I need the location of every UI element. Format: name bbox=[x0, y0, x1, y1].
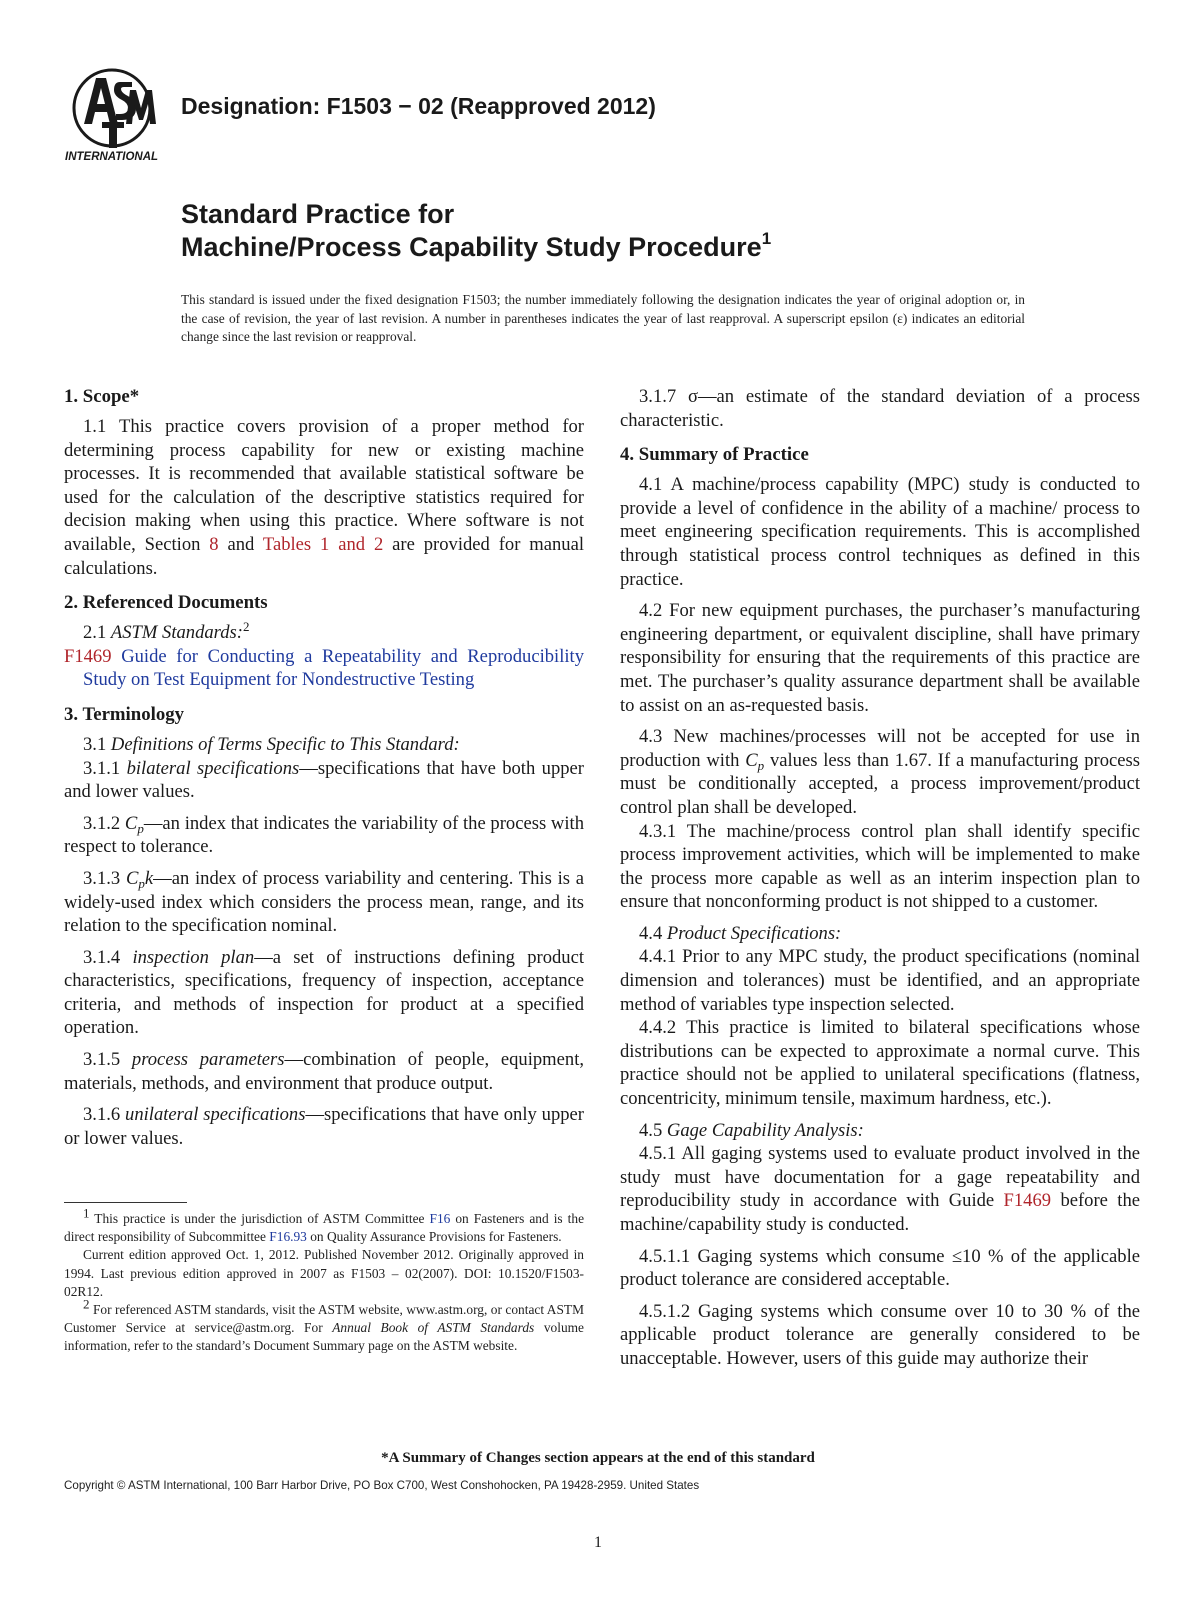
title-line-1: Standard Practice for bbox=[181, 199, 455, 229]
paragraph-number: 4.4 bbox=[639, 922, 667, 944]
term: process parameters bbox=[131, 1049, 285, 1071]
designation: Designation: F1503 − 02 (Reapproved 2012) bbox=[181, 93, 656, 119]
term: bilateral specifications bbox=[126, 757, 300, 779]
definition: —specifications that have only upper or lower values. bbox=[64, 1104, 584, 1149]
paragraph-4-1: 4.1 A machine/process capability (MPC) study is conducted to provide a level of confidence in the ability of a machine/ process to meet engineering specification requirements. This is accomplished through statistical process control techniques as defined in this practice. bbox=[620, 474, 1140, 590]
paragraph-3-1-6 bbox=[64, 1103, 584, 1150]
right-column bbox=[620, 385, 1140, 1379]
document-title bbox=[181, 198, 771, 264]
subcommittee-link[interactable]: F16.93 bbox=[269, 1229, 307, 1245]
paragraph-1-1 bbox=[64, 415, 584, 580]
section-heading-terminology: 3. Terminology bbox=[64, 703, 185, 725]
paragraph-3-1-2 bbox=[64, 812, 584, 859]
reference-code[interactable]: F1469 bbox=[64, 645, 112, 667]
section-heading-summary-of-practice: 4. Summary of Practice bbox=[620, 444, 809, 466]
paragraph-text: and bbox=[218, 533, 263, 555]
paragraph-3-1-7: 3.1.7 σ—an estimate of the standard deviation of a process characteristic. bbox=[620, 386, 1140, 431]
footnote-2 bbox=[64, 1296, 584, 1356]
paragraph-number: 3.1.5 bbox=[83, 1049, 132, 1071]
term-subscript: p bbox=[138, 875, 145, 891]
paragraph-4-4-2: 4.4.2 This practice is limited to bilateral specifications whose distributions can be expected to approximate a normal curve. This practice should not be applied to unilateral specifications (flatness, concentricity, minimum tensile, maximum hardness, etc.). bbox=[620, 1017, 1140, 1110]
paragraph-4-5 bbox=[620, 1119, 1140, 1143]
title-main: Machine/Process Capability Study Procedure bbox=[181, 232, 762, 262]
paragraph-text: before the machine/capability study is conducted. bbox=[620, 1190, 1141, 1235]
paragraph-2-1 bbox=[64, 618, 584, 645]
definitions-heading: Definitions of Terms Specific to This Standard: bbox=[110, 733, 460, 755]
paragraph-3-1-1 bbox=[64, 757, 584, 804]
term-subscript: p bbox=[757, 757, 765, 773]
term: unilateral specifications bbox=[125, 1104, 306, 1126]
paragraph-text: 4.3 New machines/processes will not be accepted for use in production with bbox=[620, 726, 1140, 771]
paragraph-number: 2.1 bbox=[83, 622, 111, 644]
paragraph-4-3-1: 4.3.1 The machine/process control plan shall identify specific process improvement activities, which will be implemented to make the process more capable as well as an interim inspection plan to ensure that nonconforming product is not shipped to a customer. bbox=[620, 820, 1140, 913]
issuance-statement: This standard is issued under the fixed designation F1503; the number immediately following the designation indicates the year of original adoption or, in the case of revision, the year of last revision. A number in parentheses indicates the year of last reapproval. A superscript epsilon (ε) indicates an editorial change since the last revision or reapproval. bbox=[181, 292, 1025, 345]
paragraph-number: 3.1.4 bbox=[83, 946, 133, 968]
footnote-text: This practice is under the jurisdiction of ASTM Committee bbox=[89, 1211, 430, 1226]
term: C bbox=[125, 867, 139, 889]
footnote-text: volume information, refer to the standard’s Document Summary page on the ASTM website. bbox=[64, 1320, 584, 1354]
paragraph-number: 3.1.3 bbox=[83, 867, 126, 889]
footnote-1-edition: Current edition approved Oct. 1, 2012. Published November 2012. Originally approved in 1994. Last previous edition approved in 2007 as F1503 – 02(2007). DOI: 10.1520/F1503-02R12. bbox=[64, 1247, 584, 1299]
footnote-text: For referenced ASTM standards, visit the ASTM website, www.astm.org, or contact ASTM Customer Service at service@astm.org. For bbox=[64, 1302, 584, 1336]
paragraph-4-4-1: 4.4.1 Prior to any MPC study, the product specifications (nominal dimension and tolerances) must be identified, and an appropriate method of variables type inspection selected. bbox=[620, 946, 1140, 1015]
footnote-mark: 2 bbox=[83, 1296, 90, 1312]
paragraph-4-5-1-1: 4.5.1.1 Gaging systems which consume ≤10 % of the applicable product tolerance are considered acceptable. bbox=[620, 1245, 1140, 1291]
astm-logo-icon bbox=[62, 64, 170, 164]
paragraph-text: values less than 1.67. If a manufacturing process must be conditionally accepted, a process improvement/product control plan shall be developed. bbox=[620, 749, 1140, 818]
reference-f1469[interactable] bbox=[64, 645, 584, 692]
term-subscript: p bbox=[137, 820, 144, 836]
term: inspection plan bbox=[132, 946, 255, 968]
section-heading-scope: 1. Scope* bbox=[64, 386, 140, 407]
paragraph-4-5-1-2: 4.5.1.2 Gaging systems which consume over 10 to 30 % of the applicable product tolerance are generally considered to be unacceptable. However, users of this guide may authorize their bbox=[620, 1300, 1140, 1369]
paragraph-3-1 bbox=[64, 733, 584, 757]
copyright: Copyright © ASTM International, 100 Barr Harbor Drive, PO Box C700, West Conshohocken, PA 19428-2959. United States bbox=[64, 1479, 700, 1492]
paragraph-number: 3.1.6 bbox=[83, 1104, 126, 1126]
annual-book-title: Annual Book of ASTM Standards bbox=[332, 1320, 535, 1336]
footnote-1 bbox=[64, 1205, 585, 1246]
paragraph-4-3 bbox=[620, 725, 1140, 819]
astm-standards-label: ASTM Standards: bbox=[110, 622, 243, 644]
term: C bbox=[124, 812, 138, 834]
paragraph-3-1-5 bbox=[64, 1048, 584, 1095]
definition: —a set of instructions defining product characteristics, specifications, frequency of inspection, acceptance criteria, and methods of inspection for product at a specified operation. bbox=[64, 946, 585, 1039]
paragraph-number: 3.1.2 bbox=[83, 812, 125, 834]
paragraph-text: 4.5.1 All gaging systems used to evaluate product involved in the study must have documentation for a gage repeatability and reproducibility study in accordance with Guide bbox=[620, 1143, 1140, 1212]
f1469-link[interactable]: F1469 bbox=[1003, 1190, 1052, 1212]
term: C bbox=[745, 749, 758, 771]
reference-title[interactable]: Guide for Conducting a Repeatability and Reproducibility Study on Test Equipment for Nondestructive Testing bbox=[83, 645, 584, 691]
paragraph-4-4 bbox=[620, 922, 1140, 946]
left-column bbox=[64, 385, 584, 1158]
summary-of-changes-notice: *A Summary of Changes section appears at the end of this standard bbox=[381, 1450, 815, 1466]
footnote-rule bbox=[64, 1202, 187, 1203]
paragraph-number: 3.1.1 bbox=[83, 757, 127, 779]
paragraph-number: 4.5 bbox=[639, 1119, 667, 1141]
paragraph-number: 3.1 bbox=[83, 733, 111, 755]
footnote-text: on Quality Assurance Provisions for Fasteners. bbox=[306, 1229, 562, 1245]
definition: —specifications that have both upper and lower values. bbox=[64, 757, 584, 803]
title-footnote-mark: 1 bbox=[761, 229, 772, 248]
page-number: 1 bbox=[594, 1534, 602, 1551]
paragraph-text: are provided for manual calculations. bbox=[64, 533, 585, 579]
paragraph-3-1-3 bbox=[64, 867, 584, 938]
logo-wordmark: INTERNATIONAL bbox=[65, 151, 159, 163]
definition: —an index of process variability and centering. This is a widely-used index which considers the process mean, range, and its relation to the specification nominal. bbox=[64, 867, 584, 937]
footnote-mark: 1 bbox=[83, 1205, 90, 1221]
definition: —combination of people, equipment, materials, methods, and environment that produce output. bbox=[64, 1049, 585, 1094]
section-8-link[interactable]: 8 bbox=[209, 533, 219, 555]
paragraph-text: 1.1 This practice covers provision of a proper method for determining process capability for new or existing machine processes. It is recommended that available statistical software be used for the calculation of the descriptive statistics required for decision making when using this practice. Where software is not available, Section bbox=[64, 416, 584, 555]
committee-f16-link[interactable]: F16 bbox=[429, 1211, 451, 1226]
paragraph-3-1-4 bbox=[64, 946, 584, 1040]
paragraph-4-2: 4.2 For new equipment purchases, the purchaser’s manufacturing engineering department, or equivalent discipline, shall have primary responsibility for ensuring that the requirements of this practice are met. The purchaser’s quality assurance department shall be available to assist on an as-requested basis. bbox=[620, 600, 1140, 716]
definition: —an index that indicates the variability of the process with respect to tolerance. bbox=[64, 812, 584, 858]
title-line-2 bbox=[181, 231, 771, 264]
footnote-mark-2: 2 bbox=[242, 618, 250, 634]
subsection-heading: Gage Capability Analysis: bbox=[666, 1119, 864, 1141]
section-heading-referenced-documents: 2. Referenced Documents bbox=[64, 592, 268, 614]
paragraph-4-5-1 bbox=[620, 1142, 1140, 1236]
footnotes bbox=[64, 1205, 585, 1356]
term-suffix: k bbox=[144, 867, 154, 889]
subsection-heading: Product Specifications: bbox=[666, 922, 842, 944]
tables-link[interactable]: Tables 1 and 2 bbox=[262, 533, 384, 555]
astm-logo bbox=[62, 64, 170, 164]
footnote-text: on Fasteners and is the direct responsibility of Subcommittee bbox=[64, 1211, 585, 1245]
